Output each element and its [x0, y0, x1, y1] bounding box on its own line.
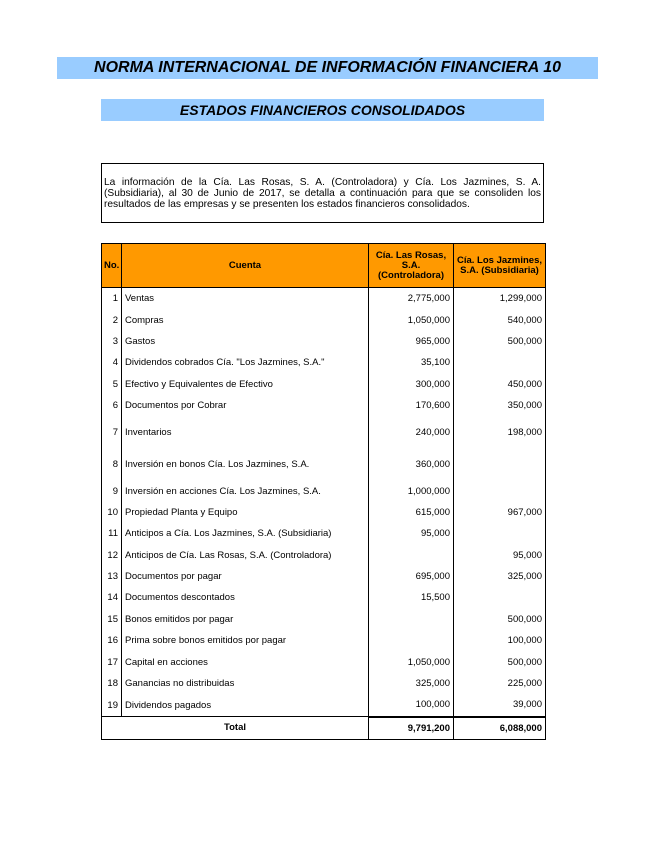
row-account: Gastos	[122, 331, 369, 352]
row-rosas-value: 95,000	[369, 523, 454, 544]
row-number: 18	[102, 673, 122, 694]
row-jazmines-value: 198,000	[454, 416, 546, 448]
row-account: Inversión en bonos Cía. Los Jazmines, S.A.	[122, 448, 369, 480]
table-body	[102, 288, 546, 717]
row-account: Efectivo y Equivalentes de Efectivo	[122, 374, 369, 395]
row-account: Bonos emitidos por pagar	[122, 609, 369, 630]
row-account: Documentos descontados	[122, 587, 369, 608]
row-number: 2	[102, 309, 122, 330]
row-number: 5	[102, 374, 122, 395]
row-rosas-value: 695,000	[369, 566, 454, 587]
table-row	[102, 395, 546, 416]
table-header-row	[102, 244, 546, 288]
table-row	[102, 673, 546, 694]
row-rosas-value: 2,775,000	[369, 288, 454, 310]
row-jazmines-value: 967,000	[454, 502, 546, 523]
row-account: Propiedad Planta y Equipo	[122, 502, 369, 523]
table-row	[102, 448, 546, 480]
row-jazmines-value: 450,000	[454, 374, 546, 395]
row-rosas-value: 360,000	[369, 448, 454, 480]
row-number: 3	[102, 331, 122, 352]
total-row	[102, 717, 546, 740]
row-rosas-value: 1,050,000	[369, 651, 454, 672]
row-jazmines-value	[454, 523, 546, 544]
total-label: Total	[102, 717, 369, 740]
table-row	[102, 630, 546, 651]
page-subtitle: ESTADOS FINANCIEROS CONSOLIDADOS	[101, 99, 544, 121]
row-account: Anticipos a Cía. Los Jazmines, S.A. (Subsidiaria)	[122, 523, 369, 544]
row-rosas-value: 1,000,000	[369, 480, 454, 501]
row-jazmines-value	[454, 448, 546, 480]
total-rosas: 9,791,200	[369, 717, 454, 740]
row-rosas-value: 325,000	[369, 673, 454, 694]
row-account: Documentos por Cobrar	[122, 395, 369, 416]
row-jazmines-value: 225,000	[454, 673, 546, 694]
row-number: 1	[102, 288, 122, 310]
row-number: 11	[102, 523, 122, 544]
row-rosas-value: 300,000	[369, 374, 454, 395]
row-account: Inventarios	[122, 416, 369, 448]
row-number: 7	[102, 416, 122, 448]
table-row	[102, 331, 546, 352]
financial-table	[101, 243, 546, 740]
row-number: 15	[102, 609, 122, 630]
row-account: Ventas	[122, 288, 369, 310]
row-rosas-value	[369, 630, 454, 651]
row-jazmines-value: 325,000	[454, 566, 546, 587]
row-rosas-value: 240,000	[369, 416, 454, 448]
row-rosas-value	[369, 545, 454, 566]
row-jazmines-value: 350,000	[454, 395, 546, 416]
row-number: 10	[102, 502, 122, 523]
row-jazmines-value	[454, 352, 546, 373]
table-row	[102, 416, 546, 448]
row-account: Ganancias no distribuidas	[122, 673, 369, 694]
table-row	[102, 309, 546, 330]
row-number: 13	[102, 566, 122, 587]
row-number: 19	[102, 694, 122, 716]
table-row	[102, 288, 546, 310]
row-jazmines-value: 540,000	[454, 309, 546, 330]
row-account: Compras	[122, 309, 369, 330]
intro-paragraph: La información de la Cía. Las Rosas, S. A. (Controladora) y Cía. Los Jazmines, S. A. (Subsidiaria), al 30 de Junio de 2017, se detalla a continuación para que se consoliden los resultados de las empresas y se presenten los estados financieros consolidados.	[101, 163, 544, 223]
header-cuenta: Cuenta	[122, 244, 369, 288]
row-number: 6	[102, 395, 122, 416]
row-jazmines-value: 500,000	[454, 651, 546, 672]
row-account: Inversión en acciones Cía. Los Jazmines, S.A.	[122, 480, 369, 501]
row-rosas-value: 15,500	[369, 587, 454, 608]
row-account: Capital en acciones	[122, 651, 369, 672]
row-rosas-value: 170,600	[369, 395, 454, 416]
table-row	[102, 609, 546, 630]
row-rosas-value: 100,000	[369, 694, 454, 716]
page-title: NORMA INTERNACIONAL DE INFORMACIÓN FINANCIERA 10	[57, 57, 598, 79]
row-number: 4	[102, 352, 122, 373]
row-account: Documentos por pagar	[122, 566, 369, 587]
row-number: 14	[102, 587, 122, 608]
total-jazmines: 6,088,000	[454, 717, 546, 740]
row-rosas-value: 35,100	[369, 352, 454, 373]
table-row	[102, 651, 546, 672]
row-jazmines-value	[454, 480, 546, 501]
row-account: Dividendos pagados	[122, 694, 369, 716]
table-row	[102, 694, 546, 716]
row-number: 17	[102, 651, 122, 672]
row-number: 8	[102, 448, 122, 480]
row-jazmines-value	[454, 587, 546, 608]
row-jazmines-value: 500,000	[454, 331, 546, 352]
table-row	[102, 374, 546, 395]
table-row	[102, 545, 546, 566]
table-row	[102, 566, 546, 587]
header-rosas: Cía. Las Rosas, S.A. (Controladora)	[369, 244, 454, 288]
row-jazmines-value: 500,000	[454, 609, 546, 630]
row-account: Anticipos de Cía. Las Rosas, S.A. (Controladora)	[122, 545, 369, 566]
header-no: No.	[102, 244, 122, 288]
table-row	[102, 352, 546, 373]
header-jazmines: Cía. Los Jazmines, S.A. (Subsidiaria)	[454, 244, 546, 288]
row-rosas-value	[369, 609, 454, 630]
row-jazmines-value: 95,000	[454, 545, 546, 566]
row-number: 12	[102, 545, 122, 566]
row-account: Dividendos cobrados Cía. "Los Jazmines, S.A."	[122, 352, 369, 373]
table-row	[102, 587, 546, 608]
row-rosas-value: 1,050,000	[369, 309, 454, 330]
row-jazmines-value: 1,299,000	[454, 288, 546, 310]
table-row	[102, 523, 546, 544]
row-rosas-value: 615,000	[369, 502, 454, 523]
row-number: 16	[102, 630, 122, 651]
row-account: Prima sobre bonos emitidos por pagar	[122, 630, 369, 651]
table-row	[102, 480, 546, 501]
row-number: 9	[102, 480, 122, 501]
row-rosas-value: 965,000	[369, 331, 454, 352]
row-jazmines-value: 39,000	[454, 694, 546, 716]
table-row	[102, 502, 546, 523]
row-jazmines-value: 100,000	[454, 630, 546, 651]
